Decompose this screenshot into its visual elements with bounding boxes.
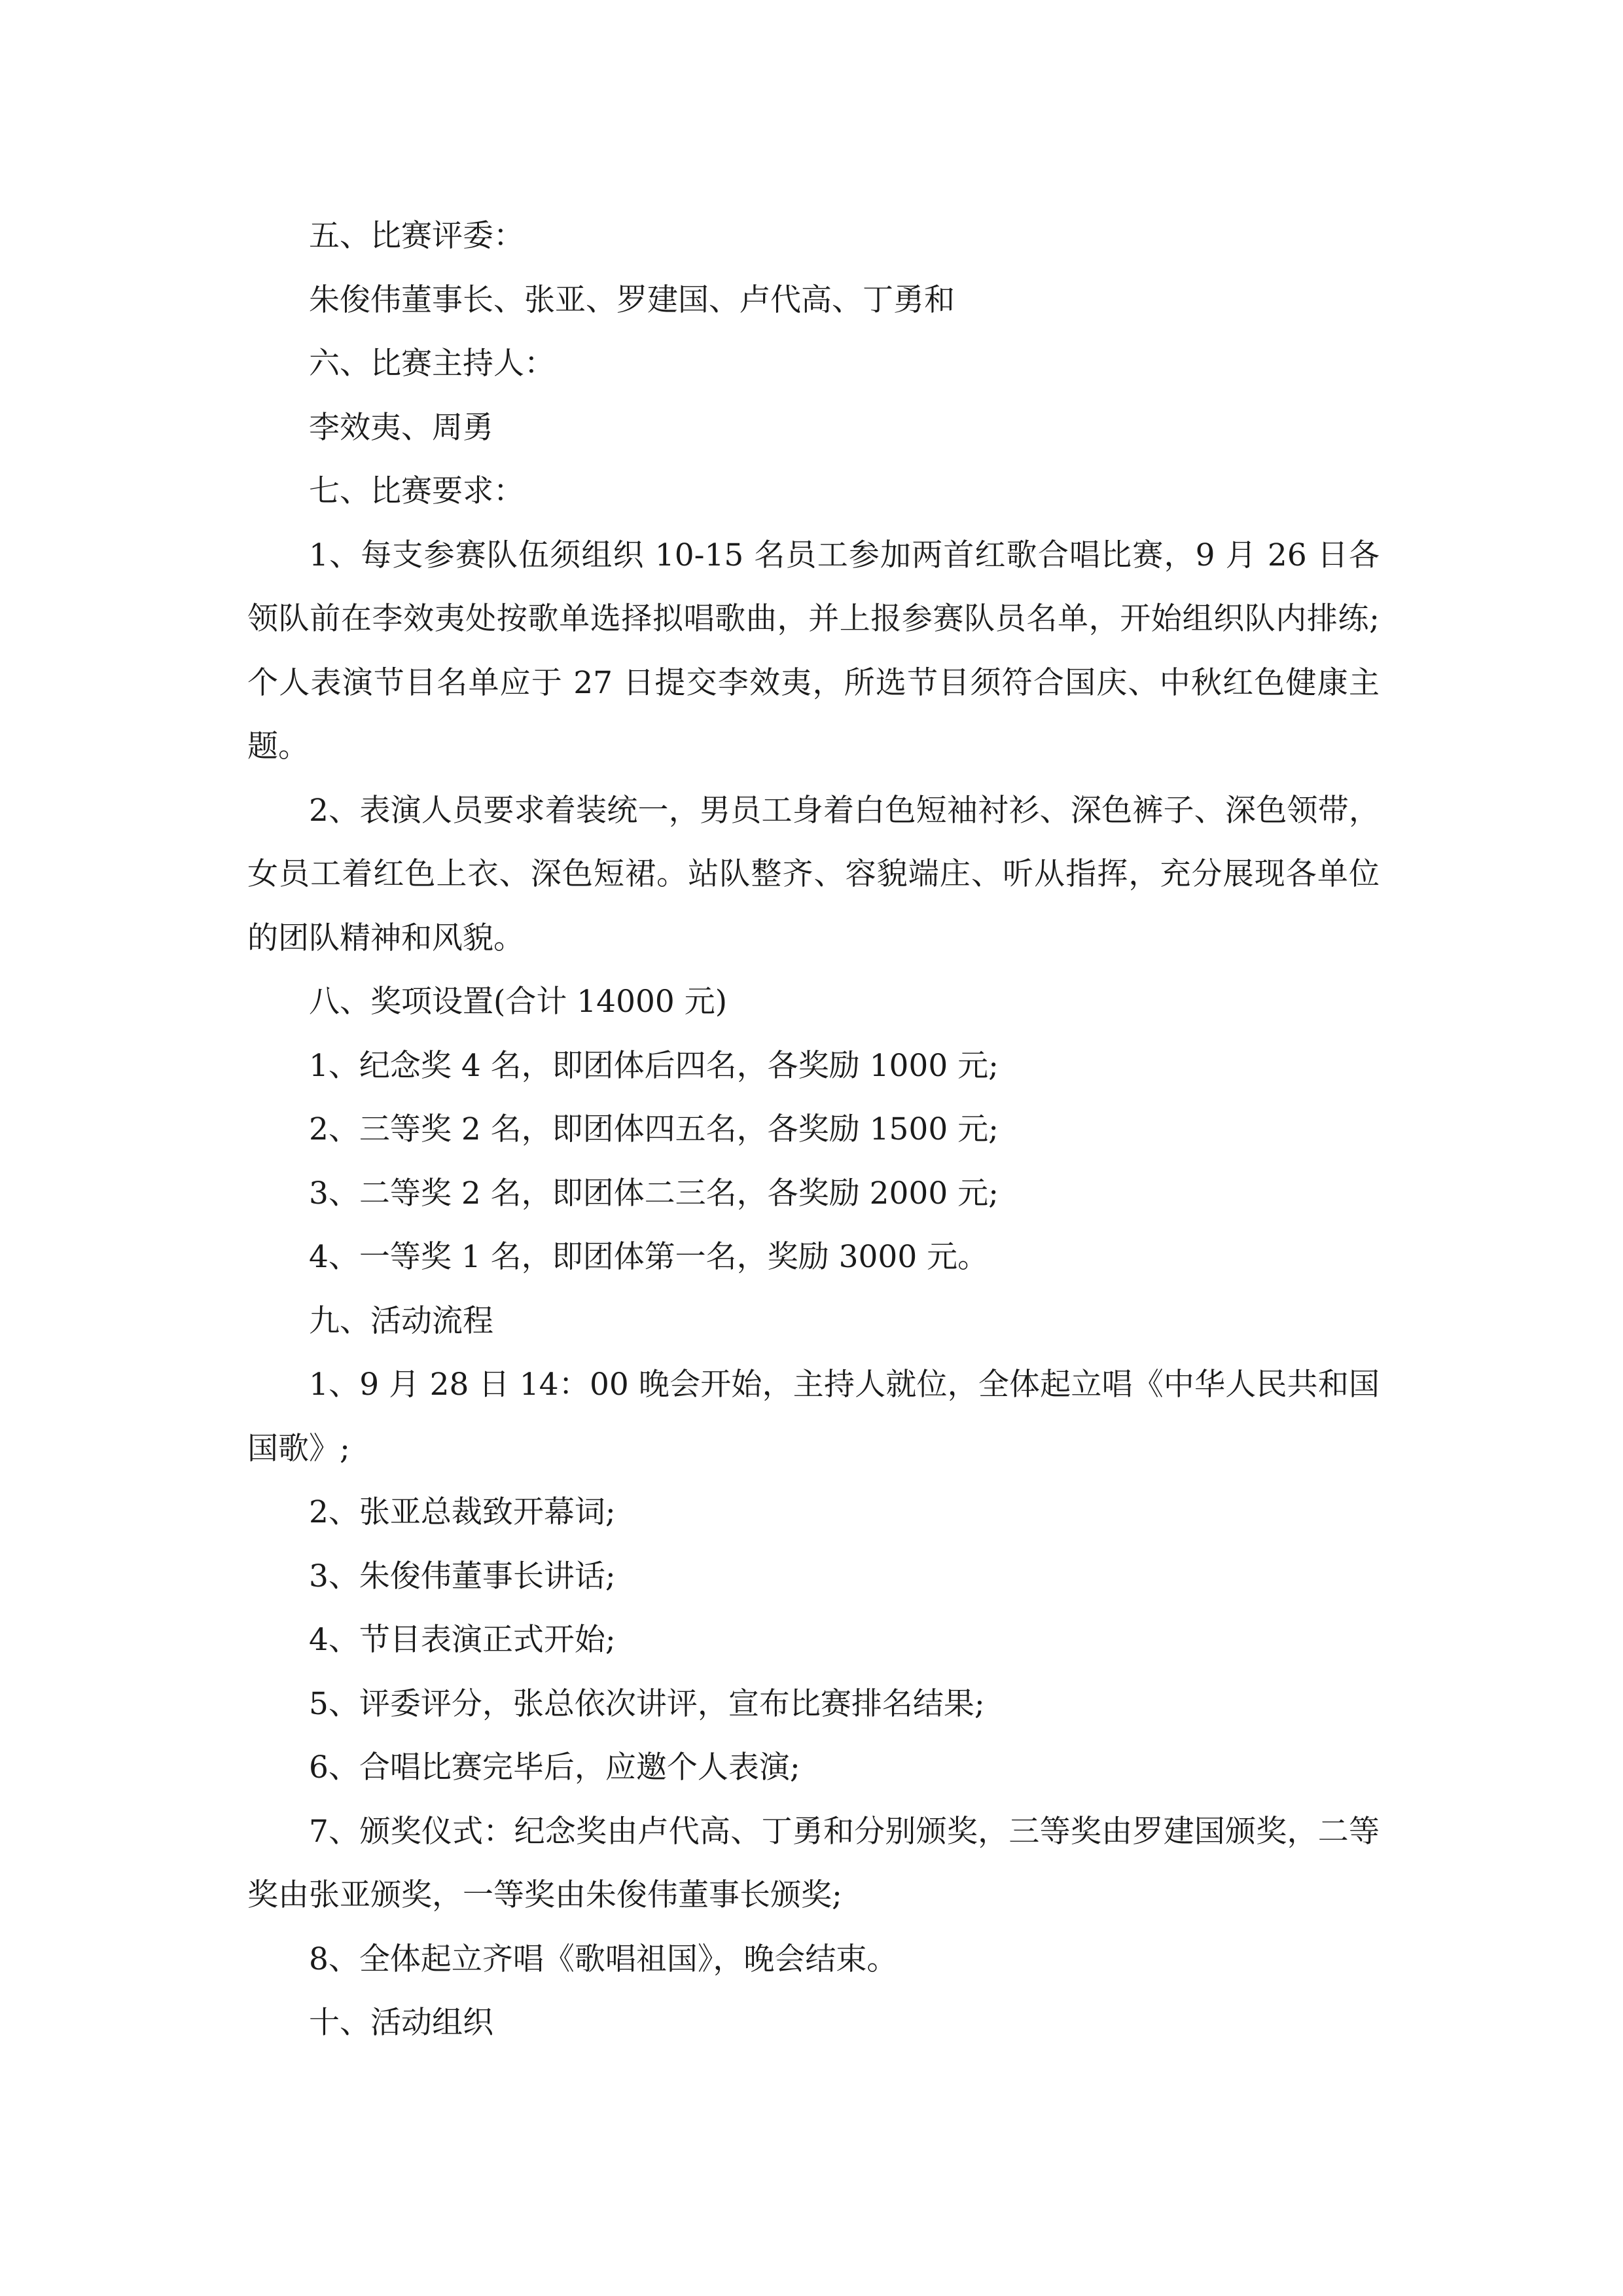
- section-heading-process: 九、活动流程: [309, 1302, 493, 1339]
- award-item: 3、二等奖 2 名，即团体二三名，各奖励 2000 元;: [309, 1175, 999, 1211]
- process-item: 6、合唱比赛完毕后，应邀个人表演;: [309, 1749, 800, 1785]
- award-item: 4、一等奖 1 名，即团体第一名，奖励 3000 元。: [309, 1239, 989, 1275]
- process-item: 4、节目表演正式开始;: [309, 1622, 616, 1658]
- requirement-item: 1、每支参赛队伍须组织 10-15 名员工参加两首红歌合唱比赛，9 月 26 日各领队前在李效夷处按歌单选择拟唱歌曲，并上报参赛队员名单，开始组织队内排练;个人表演节目名单应于 27 日提交李效夷，所选节目须符合国庆、中秋红色健康主题。: [247, 537, 1380, 764]
- judges-list: 朱俊伟董事长、张亚、罗建国、卢代高、丁勇和: [309, 281, 955, 318]
- process-item: 3、朱俊伟董事长讲话;: [309, 1558, 616, 1594]
- award-item: 2、三等奖 2 名，即团体四五名，各奖励 1500 元;: [309, 1111, 999, 1147]
- document-body: [247, 204, 1380, 2055]
- process-item: 7、颁奖仪式：纪念奖由卢代高、丁勇和分别颁奖，三等奖由罗建国颁奖，二等奖由张亚颁奖，一等奖由朱俊伟董事长颁奖;: [247, 1813, 1380, 1913]
- process-item: 5、评委评分，张总依次讲评，宣布比赛排名结果;: [309, 1685, 985, 1722]
- hosts-list: 李效夷、周勇: [309, 409, 493, 446]
- section-heading-organization: 十、活动组织: [309, 2005, 493, 2041]
- process-item: 2、张亚总裁致开幕词;: [309, 1494, 616, 1530]
- section-heading-requirements: 七、比赛要求：: [309, 473, 524, 509]
- requirement-item: 2、表演人员要求着装统一，男员工身着白色短袖衬衫、深色裤子、深色领带，女员工着红色上衣、深色短裙。站队整齐、容貌端庄、听从指挥，充分展现各单位的团队精神和风貌。: [247, 792, 1380, 956]
- section-heading-judges: 五、比赛评委：: [309, 218, 524, 254]
- process-item: 1、9 月 28 日 14：00 晚会开始，主持人就位，全体起立唱《中华人民共和国国歌》;: [247, 1367, 1380, 1467]
- process-item: 8、全体起立齐唱《歌唱祖国》，晚会结束。: [309, 1941, 898, 1977]
- section-heading-hosts: 六、比赛主持人：: [309, 346, 555, 382]
- award-item: 1、纪念奖 4 名，即团体后四名，各奖励 1000 元;: [309, 1047, 999, 1084]
- section-heading-awards: 八、奖项设置(合计 14000 元): [309, 984, 728, 1020]
